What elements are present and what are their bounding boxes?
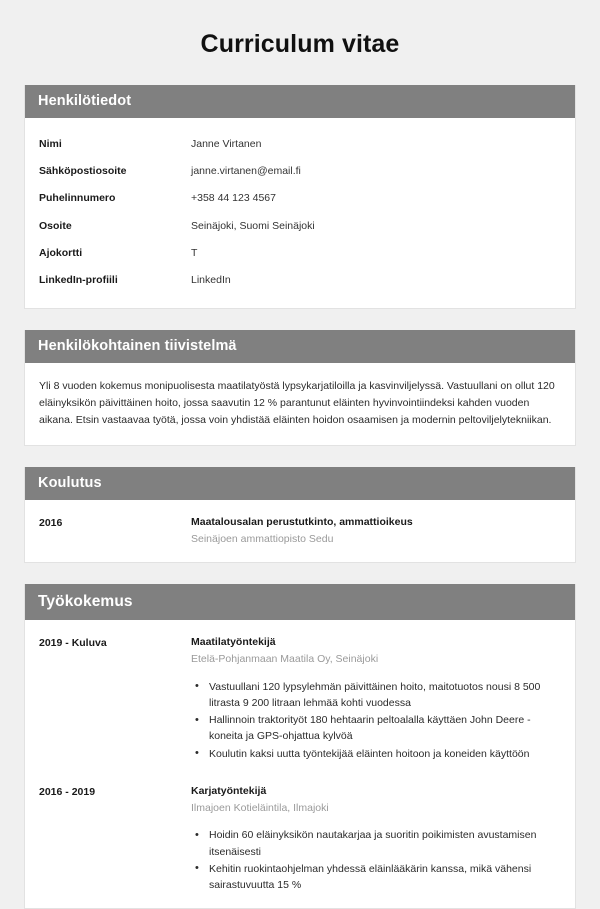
entry-organization: Ilmajoen Kotieläintila, Ilmajoki [191, 801, 329, 814]
section-education [24, 467, 576, 563]
entry-period: 2019 - Kuluva [39, 637, 107, 650]
info-value-linkedin[interactable]: LinkedIn [191, 273, 231, 286]
list-item: • Kehitin ruokintaohjelman yhdessä eläinlääkärin kanssa, mikä vähensi sairastuvuutta 15 % [191, 861, 561, 894]
personal-info-body [25, 118, 575, 308]
list-item: • Hallinnoin traktorityöt 180 hehtaarin peltoalalla käyttäen John Deere -koneita ja GPS-ohjattua kylvöä [191, 712, 561, 745]
experience-body [25, 620, 575, 908]
list-item: • Hoidin 60 eläinyksikön nautakarjaa ja suoritin poikimisten avustamisen itsenäisesti [191, 827, 561, 860]
table-row [39, 158, 561, 185]
info-label: Sähköpostiosoite [39, 165, 127, 178]
info-label: Puhelinnumero [39, 192, 116, 205]
entry-main [191, 635, 561, 763]
section-header-summary: Henkilökohtainen tiivistelmä [25, 330, 575, 363]
entry-points [191, 827, 561, 893]
summary-text: Yli 8 vuoden kokemus monipuolisesta maatilatyöstä lypsykarjatiloilla ja kasvinviljelyssä. Vastuullani on ollut 120 eläinyksikön päivittäinen hoito, jossa saavutin 12 % parantunut eläinten hyvinvointiindeksi kahden vuoden aikana. Etsin vastaavaa työtä, jossa voin yhdistää eläinten hoidon osaamisen ja modernin peltoviljelytekniikan. [39, 380, 555, 427]
section-personal-info [24, 85, 576, 309]
table-row [39, 185, 561, 212]
info-value: Seinäjoki, Suomi Seinäjoki [191, 219, 315, 232]
entry-title: Karjatyöntekijä [191, 784, 267, 797]
info-label: LinkedIn-profiili [39, 273, 118, 286]
table-row [39, 240, 561, 267]
entry-points [191, 679, 561, 762]
table-row [39, 131, 561, 158]
section-experience [24, 584, 576, 909]
entry-title: Maatalousalan perustutkinto, ammattioikeus [191, 516, 413, 529]
entry-period: 2016 - 2019 [39, 785, 96, 798]
entry-main [191, 784, 561, 895]
education-body [25, 500, 575, 561]
info-value: janne.virtanen@email.fi [191, 165, 301, 178]
list-item: • Vastuullani 120 lypsylehmän päivittäinen hoito, maitotuotos nousi 8 500 litrasta 9 200 litraan lehmää kohti vuodessa [191, 679, 561, 712]
info-label: Nimi [39, 138, 62, 151]
summary-body [25, 363, 575, 445]
personal-info-table [39, 131, 561, 294]
page-title: Curriculum vitae [200, 30, 400, 58]
info-value: +358 44 123 4567 [191, 192, 276, 205]
personal-info-rows [39, 131, 561, 294]
table-row [39, 267, 561, 294]
entry-organization: Etelä-Pohjanmaan Maatila Oy, Seinäjoki [191, 652, 379, 665]
experience-entry [39, 782, 561, 895]
entry-organization: Seinäjoen ammattiopisto Sedu [191, 533, 334, 546]
section-summary [24, 330, 576, 446]
info-value: T [191, 246, 198, 259]
info-label: Ajokortti [39, 246, 83, 259]
experience-entry [39, 633, 561, 763]
table-row [39, 213, 561, 240]
entry-period: 2016 [39, 517, 63, 530]
entry-title: Maatilatyöntekijä [191, 636, 276, 649]
section-header-education: Koulutus [25, 467, 575, 500]
list-item: • Koulutin kaksi uutta työntekijää eläinten hoitoon ja koneiden käyttöön [191, 746, 561, 762]
education-entry [39, 513, 561, 547]
info-value: Janne Virtanen [191, 138, 262, 151]
section-header-personal-info: Henkilötiedot [25, 85, 575, 118]
section-header-experience: Työkokemus [25, 584, 575, 620]
info-label: Osoite [39, 219, 72, 232]
entry-main [191, 515, 561, 547]
